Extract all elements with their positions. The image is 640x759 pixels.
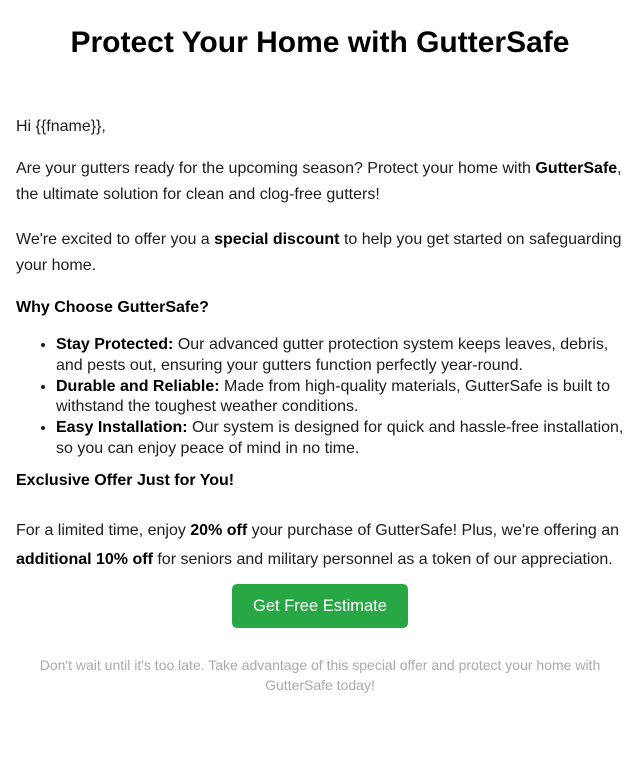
benefit-label: Easy Installation: [56, 419, 188, 437]
list-item-stay-protected [56, 335, 624, 377]
benefit-label: Durable and Reliable: [56, 377, 220, 395]
offer-paragraph [16, 517, 624, 575]
list-item-durable-reliable [56, 377, 624, 419]
discount-text-pre: We're excited to offer you a [16, 231, 215, 249]
why-choose-heading: Why Choose GutterSafe? [16, 299, 209, 317]
intro-text-post: , the ultimate solution for clean and clog-free gutters! [16, 160, 622, 203]
benefit-text: Our system is designed for quick and hassle-free installation, so you can enjoy peace of mind in no time. [56, 419, 624, 458]
benefit-label: Stay Protected: [56, 336, 174, 354]
page-title: Protect Your Home with GutterSafe [70, 26, 570, 59]
discount-text-post: to help you get started on safeguarding your home. [16, 231, 622, 274]
benefits-list [16, 335, 624, 460]
benefit-text: Made from high-quality materials, GutterSafe is built to withstand the toughest weather conditions. [56, 377, 610, 416]
offer-text-3: for seniors and military personnel as a token of our appreciation. [152, 551, 613, 569]
greeting: Hi {{fname}}, [16, 117, 106, 135]
discount-paragraph [16, 227, 624, 278]
benefit-text: Our advanced gutter protection system keeps leaves, debris, and pests out, ensuring your gutters function perfectly year-round. [56, 336, 609, 374]
exclusive-offer-heading: Exclusive Offer Just for You! [16, 471, 235, 489]
offer-10-off-bold: additional 10% off [16, 551, 153, 569]
offer-text-2: your purchase of GutterSafe! Plus, we're offering an [247, 522, 620, 540]
email-body [0, 26, 640, 695]
offer-text-1: For a limited time, enjoy [16, 522, 191, 540]
intro-brand-bold: GutterSafe [535, 160, 618, 178]
discount-bold: special discount [214, 231, 340, 249]
intro-text-pre: Are your gutters ready for the upcoming season? Protect your home with [16, 160, 536, 178]
list-item-easy-installation [56, 418, 624, 460]
footer-note: Don't wait until it's too late. Take advantage of this special offer and protect your home with GutterSafe today! [39, 657, 601, 693]
cta-row [16, 584, 624, 628]
get-free-estimate-button[interactable]: Get Free Estimate [232, 584, 408, 628]
offer-20-off-bold: 20% off [190, 522, 248, 540]
intro-paragraph [16, 156, 624, 207]
